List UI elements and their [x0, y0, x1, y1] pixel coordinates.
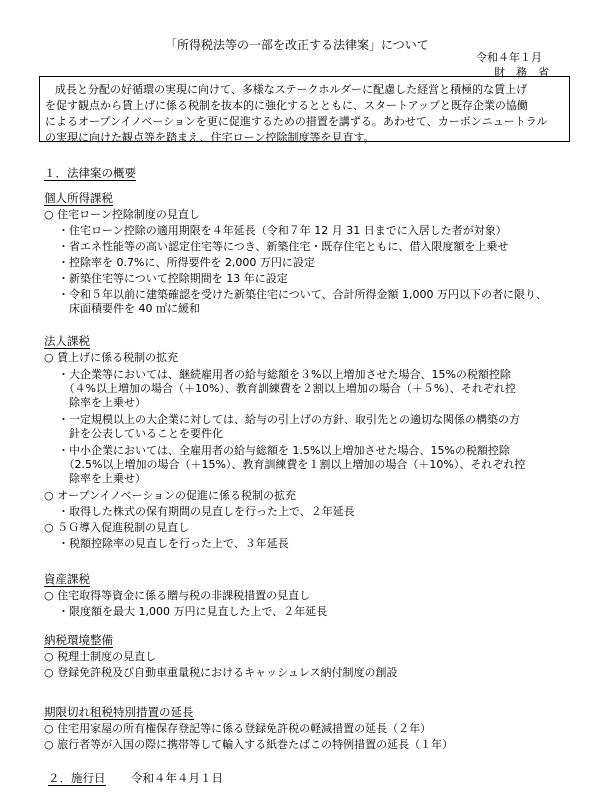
summary-line: の実現に向けた観点等を踏まえ、住宅ローン控除制度等を見直す。	[45, 131, 375, 144]
measure-item: ○ 住宅ローン控除制度の見直し	[44, 208, 200, 221]
category-heading-tax-environment: 納税環境整備	[44, 633, 113, 647]
bullet-item: ・取得した株式の保有期間の見直しを行った上で、２年延長	[58, 505, 355, 518]
bullet-item: ・住宅ローン控除の適用期限を４年延長（令和７年 12 月 31 日までに入居した者が対象）	[58, 224, 507, 237]
summary-line: 成長と分配の好循環の実現に向けて、多様なステークホルダーに配慮した経営と積極的な賃上げ	[55, 83, 528, 96]
bullet-item: ・限度額を最大 1,000 万円に見直した上で、２年延長	[58, 605, 328, 618]
bullet-item: 除率を上乗せ）	[58, 396, 146, 409]
measure-item: ○ 住宅用家屋の所有権保存登記等に係る登録免許税の軽減措置の延長（２年）	[44, 722, 432, 735]
bullet-item: ・新築住宅等について控除期間を 13 年に設定	[58, 272, 288, 285]
measure-item: ○ 登録免許税及び自動車重量税におけるキャッシュレス納付制度の創設	[44, 666, 398, 679]
bullet-item: （2.5%以上増加の場合（＋15%）、教育訓練費を１割以上増加の場合（＋10%）、それぞれ控	[58, 458, 526, 471]
bullet-item: ・税額控除率の見直しを行った上で、３年延長	[58, 537, 289, 550]
measure-item: ○ 住宅取得等資金に係る贈与税の非課税措置の見直し	[44, 589, 311, 602]
measure-item: ○ 税理士制度の見直し	[44, 650, 157, 663]
summary-line: によるオープンイノベーションを更に促進するための措置を講ずる。あわせて、カーボンニュートラル	[45, 115, 548, 128]
category-heading-expiry-extension: 期限切れ租税特別措置の延長	[44, 705, 194, 719]
bullet-item: 床面積要件を 40 ㎡に緩和	[58, 302, 200, 315]
effective-date-value: 令和４年４月１日	[131, 771, 223, 785]
measure-item: ○ ５Ｇ導入促進税制の見直し	[44, 521, 190, 534]
document-date: 令和４年１月	[476, 51, 542, 64]
bullet-item: 除率を上乗せ）	[58, 472, 146, 485]
page-title: 「所得税法等の一部を改正する法律案」について	[165, 38, 429, 52]
bullet-item: ・大企業等においては、継続雇用者の給与総額を３%以上増加させた場合、15%の税額控除	[58, 368, 511, 381]
measure-item: ○ 賃上げに係る税制の拡充	[44, 351, 179, 364]
bullet-item: ・令和５年以前に建築確認を受けた新築住宅について、合計所得金額 1,000 万円以下の者に限り、	[58, 288, 548, 301]
category-heading-personal: 個人所得課税	[44, 191, 113, 205]
measure-item: ○ 旅行者等が入国の際に携帯等して輸入する紙巻たばこの特例措置の延長（１年）	[44, 738, 454, 751]
bullet-item: ・省エネ性能等の高い認定住宅等につき、新築住宅・既存住宅ともに、借入限度額を上乗せ	[58, 240, 509, 253]
bullet-item: ・一定規模以上の大企業に対しては、給与の引上げの方針、取引先との適切な関係の構築の方	[58, 413, 520, 426]
category-heading-asset: 資産課税	[44, 572, 90, 586]
issuing-ministry: 財 務 省	[494, 66, 549, 79]
bullet-item: ・中小企業においては、全雇用者の給与総額を 1.5%以上増加させた場合、15%の税額控除	[58, 444, 510, 457]
summary-line: を促す観点から賃上げに係る税制を抜本的に強化するとともに、スタートアップと既存企業の協働	[45, 99, 528, 112]
bullet-item: 針を公表していることを要件化	[58, 427, 223, 440]
bullet-item: ・控除率を 0.7%に、所得要件を 2,000 万円に設定	[58, 256, 315, 269]
section-heading-effective-date: ２．施行日	[48, 771, 106, 785]
bullet-item: （４%以上増加の場合（＋10%）、教育訓練費を２割以上増加の場合（＋５%）、それぞれ控	[58, 382, 516, 395]
measure-item: ○ オープンイノベーションの促進に係る税制の拡充	[44, 489, 297, 502]
section-heading-overview: １．法律案の概要	[44, 166, 136, 180]
category-heading-corporate: 法人課税	[44, 334, 90, 348]
